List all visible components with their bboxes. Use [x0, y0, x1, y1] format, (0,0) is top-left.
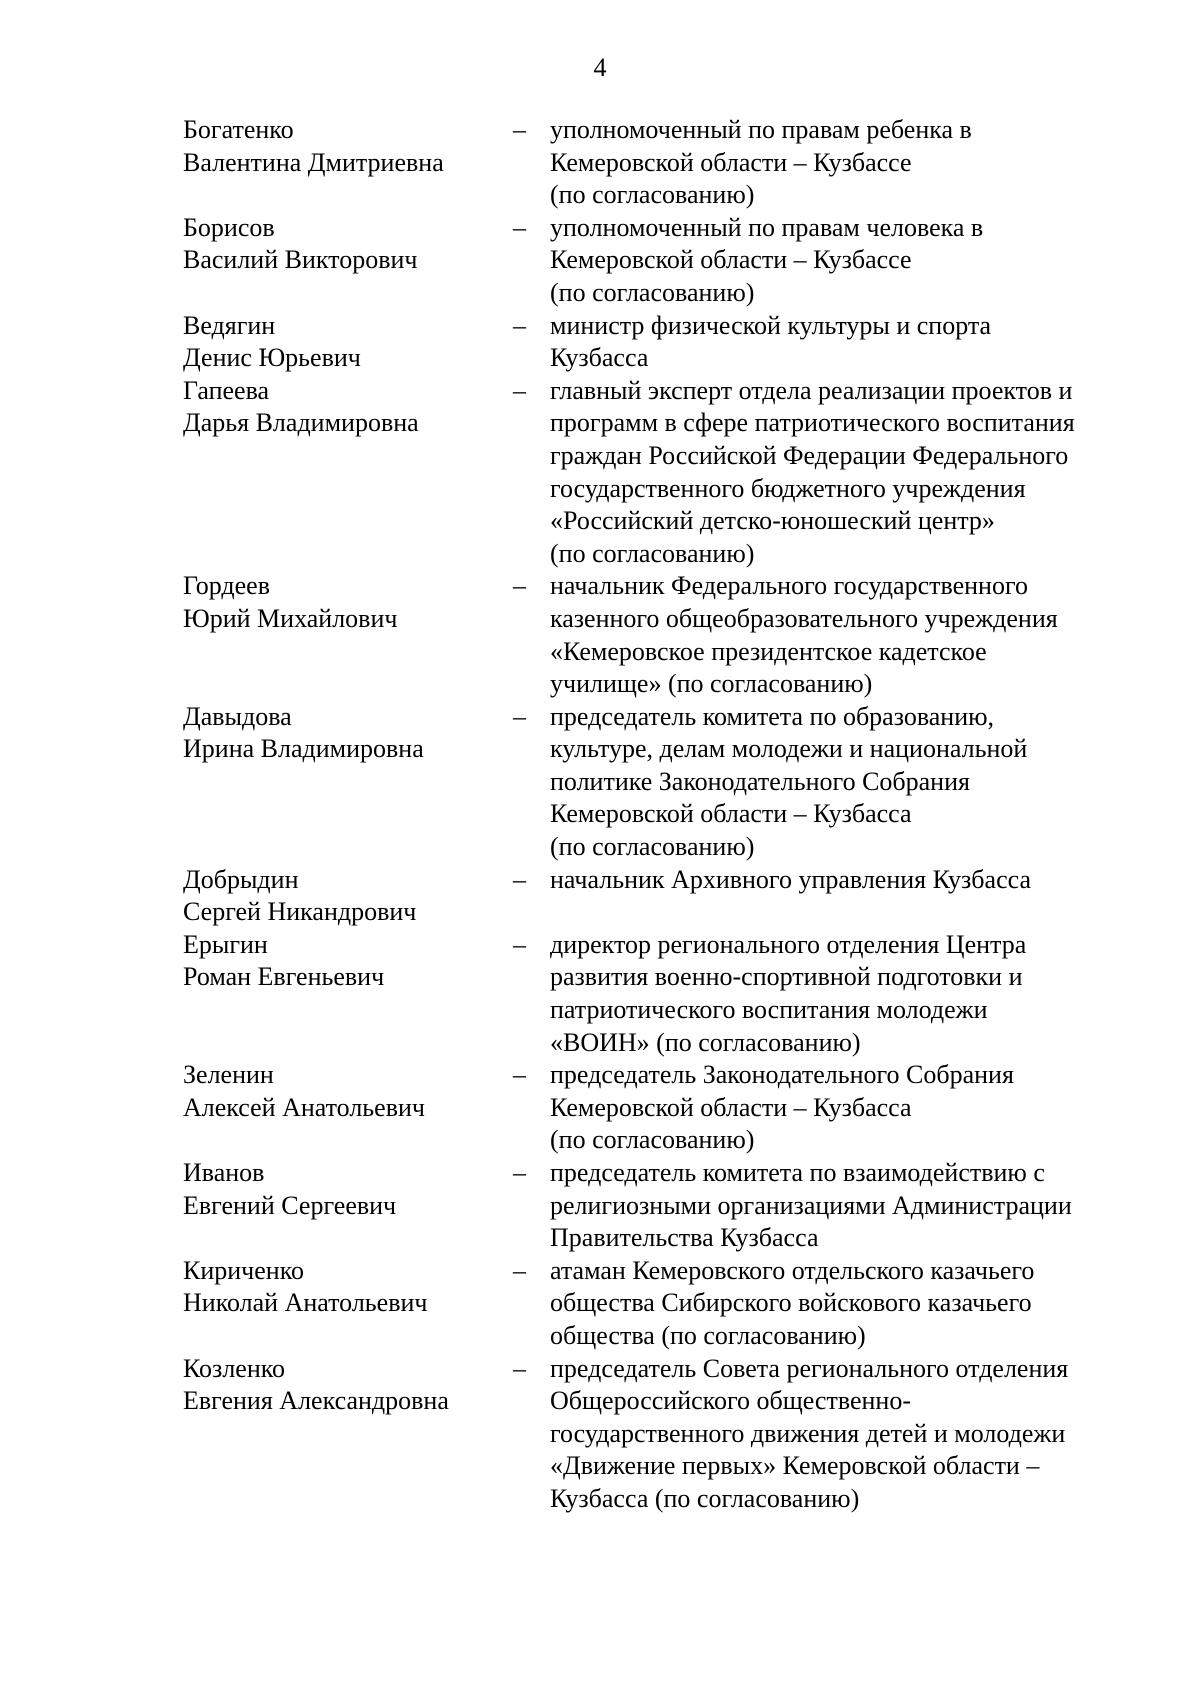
member-surname: Добрыдин	[183, 864, 299, 894]
position-line: Кемеровской области – Кузбасса	[550, 1092, 912, 1122]
position-line: Кузбасса (по согласованию)	[550, 1483, 860, 1513]
member-name	[183, 1157, 513, 1255]
member-position	[550, 1059, 1143, 1157]
member-surname: Давыдова	[183, 701, 292, 731]
member-name	[183, 310, 513, 375]
member-entry	[183, 1157, 1143, 1255]
position-line: общества Сибирского войскового казачьего	[550, 1288, 1032, 1318]
dash-separator: –	[513, 929, 526, 959]
member-entry	[183, 570, 1143, 700]
position-line: Общероссийского общественно-	[550, 1386, 911, 1416]
dash-separator: –	[513, 701, 526, 731]
position-line: религиозными организациями Администрации	[550, 1190, 1072, 1220]
position-line: «ВОИН» (по согласованию)	[550, 1027, 861, 1057]
member-name	[183, 929, 513, 1059]
position-line: казенного общеобразовательного учреждения	[550, 603, 1058, 633]
member-surname: Кириченко	[183, 1255, 305, 1285]
dash-separator: –	[513, 212, 526, 242]
member-surname: Ведягин	[183, 310, 276, 340]
position-line: уполномоченный по правам человека в	[550, 212, 984, 242]
position-line: «Российский детско-юношеский центр»	[550, 506, 995, 536]
member-given-names: Николай Анатольевич	[183, 1288, 428, 1318]
position-line: культуре, делам молодежи и национальной	[550, 734, 1028, 764]
dash-separator: –	[513, 571, 526, 601]
member-surname: Богатенко	[183, 115, 294, 144]
position-line: развития военно-спортивной подготовки и	[550, 962, 1023, 992]
member-entry	[183, 864, 1143, 929]
member-given-names: Денис Юрьевич	[183, 343, 361, 373]
position-line: программ в сфере патриотического воспитания	[550, 408, 1075, 438]
member-entry	[183, 310, 1143, 375]
page-number: 4	[593, 53, 607, 82]
position-line: атаман Кемеровского отдельского казачьего	[550, 1255, 1035, 1285]
member-position	[550, 375, 1143, 571]
member-position	[550, 114, 1143, 212]
member-position	[550, 864, 1143, 929]
position-line: Кузбасса	[550, 343, 649, 373]
member-entry	[183, 375, 1143, 571]
position-line: начальник Архивного управления Кузбасса	[550, 864, 1031, 894]
position-line: председатель Законодательного Собрания	[550, 1060, 1014, 1090]
dash-separator: –	[513, 1255, 526, 1285]
dash-separator: –	[513, 1060, 526, 1090]
position-line: государственного бюджетного учреждения	[550, 473, 1026, 503]
position-line: Кемеровской области – Кузбасса	[550, 799, 912, 829]
position-line: патриотического воспитания молодежи	[550, 995, 988, 1025]
member-surname: Иванов	[183, 1158, 265, 1187]
member-given-names: Евгения Александровна	[183, 1386, 449, 1416]
member-given-names: Юрий Михайлович	[183, 603, 398, 633]
member-surname: Гапеева	[183, 375, 270, 405]
position-line: Кемеровской области – Кузбассе	[550, 147, 912, 177]
position-line: политике Законодательного Собрания	[550, 766, 970, 796]
position-line: общества (по согласованию)	[550, 1320, 866, 1350]
member-name	[183, 1353, 513, 1516]
position-line: директор регионального отделения Центра	[550, 929, 1027, 959]
member-position	[550, 212, 1143, 310]
position-line: «Движение первых» Кемеровской области –	[550, 1451, 1040, 1481]
position-line: «Кемеровское президентское кадетское	[550, 636, 987, 666]
position-line: Правительства Кузбасса	[550, 1223, 819, 1253]
member-given-names: Сергей Никандрович	[183, 897, 417, 927]
member-name	[183, 375, 513, 571]
member-name	[183, 212, 513, 310]
member-entry	[183, 701, 1143, 864]
member-position	[550, 1157, 1143, 1255]
member-name	[183, 701, 513, 864]
position-line: министр физической культуры и спорта	[550, 310, 992, 340]
position-line: главный эксперт отдела реализации проектов и	[550, 375, 1073, 405]
member-name	[183, 570, 513, 700]
member-given-names: Алексей Анатольевич	[183, 1092, 425, 1122]
position-line: уполномоченный по правам ребенка в	[550, 115, 972, 144]
member-given-names: Роман Евгеньевич	[183, 962, 385, 992]
position-line: председатель комитета по образованию,	[550, 701, 995, 731]
member-name	[183, 864, 513, 929]
position-line: председатель Совета регионального отделения	[550, 1353, 1069, 1383]
member-name	[183, 1255, 513, 1353]
member-surname: Гордеев	[183, 571, 270, 601]
member-given-names: Валентина Дмитриевна	[183, 147, 444, 177]
member-position	[550, 929, 1143, 1059]
dash-separator: –	[513, 864, 526, 894]
dash-separator: –	[513, 115, 526, 144]
position-line: училище» (по согласованию)	[550, 669, 873, 699]
member-entry	[183, 1059, 1143, 1157]
position-line: граждан Российской Федерации Федерального	[550, 440, 1069, 470]
position-line: государственного движения детей и молодежи	[550, 1418, 1066, 1448]
position-line: председатель комитета по взаимодействию с	[550, 1158, 1045, 1187]
dash-separator: –	[513, 1353, 526, 1383]
member-entry	[183, 1255, 1143, 1353]
member-position	[550, 1255, 1143, 1353]
member-given-names: Дарья Владимировна	[183, 408, 419, 438]
member-entry	[183, 929, 1143, 1059]
member-surname: Зеленин	[183, 1060, 274, 1090]
member-surname: Ерыгин	[183, 929, 268, 959]
member-given-names: Василий Викторович	[183, 245, 418, 275]
position-line: (по согласованию)	[550, 832, 755, 862]
position-line: (по согласованию)	[550, 1125, 755, 1155]
dash-separator: –	[513, 310, 526, 340]
member-given-names: Ирина Владимировна	[183, 734, 424, 764]
member-position	[550, 1353, 1143, 1516]
member-position	[550, 310, 1143, 375]
member-position	[550, 701, 1143, 864]
position-line: (по согласованию)	[550, 538, 755, 568]
member-entry	[183, 114, 1143, 212]
position-line: (по согласованию)	[550, 180, 755, 210]
member-surname: Козленко	[183, 1353, 286, 1383]
member-entry	[183, 212, 1143, 310]
member-position	[550, 570, 1143, 700]
member-entry	[183, 1353, 1143, 1516]
position-line: начальник Федерального государственного	[550, 571, 1028, 601]
member-name	[183, 1059, 513, 1157]
member-name	[183, 114, 513, 212]
member-given-names: Евгений Сергеевич	[183, 1190, 397, 1220]
position-line: Кемеровской области – Кузбассе	[550, 245, 912, 275]
dash-separator: –	[513, 375, 526, 405]
member-list	[183, 114, 1143, 1516]
member-surname: Борисов	[183, 212, 275, 242]
dash-separator: –	[513, 1158, 526, 1187]
position-line: (по согласованию)	[550, 277, 755, 307]
